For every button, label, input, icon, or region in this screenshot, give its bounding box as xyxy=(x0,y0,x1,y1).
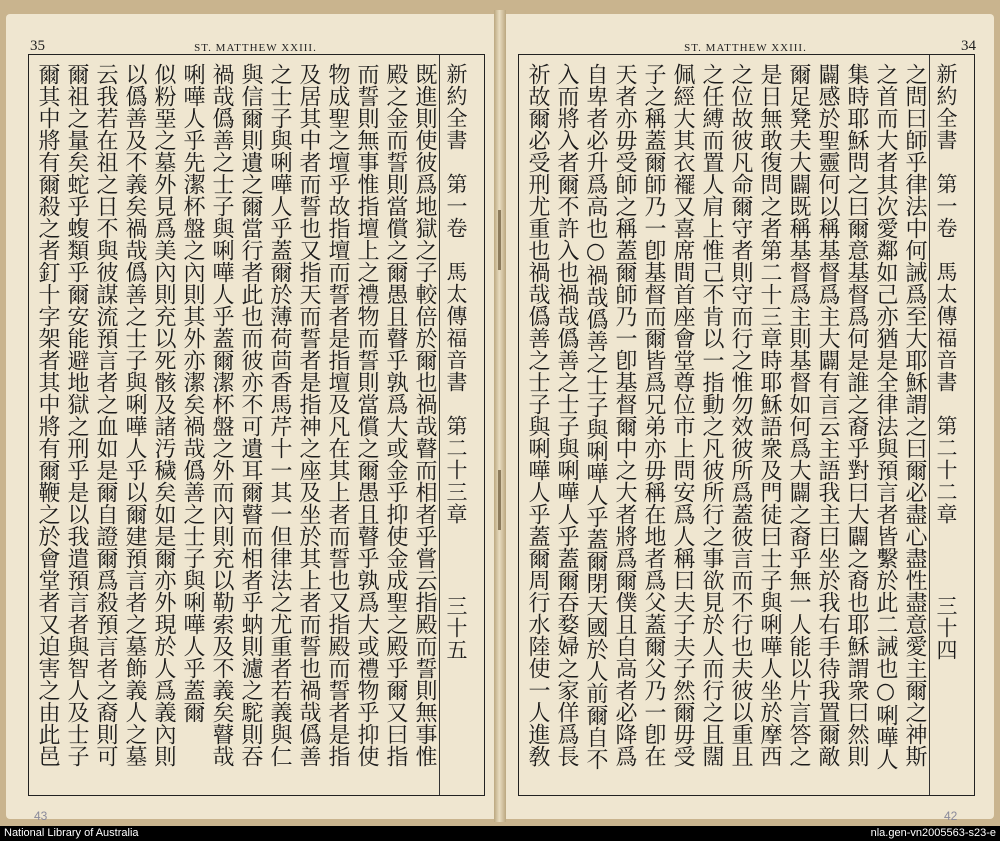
footer-source: National Library of Australia xyxy=(4,827,139,839)
text-column: 天者亦毋受師之稱蓋爾師乃一卽基督爾中之大者將爲爾僕且自高者必降爲 xyxy=(612,63,637,767)
text-column: 子之稱蓋爾師乃一卽基督而爾皆爲兄弟亦毋稱在地者爲父蓋爾父乃一卽在 xyxy=(641,63,666,767)
page-number: 35 xyxy=(30,38,45,54)
text-column: 以僞善及不義矣禍哉僞善之士子與唎嘩人乎以爾建預言者之墓飾義人之墓 xyxy=(122,63,147,767)
chinese-page-number: 三十五 xyxy=(444,595,468,661)
text-column: 而誓則無事惟指壇上之禮物而誓則當償之爾愚且瞽乎孰爲大或禮物乎抑使 xyxy=(354,63,379,767)
book-title-column xyxy=(440,63,472,788)
text-column: 佩經大其衣襬又喜席間首座會堂尊位市上問安爲人稱曰夫子夫子然爾毋受 xyxy=(670,63,695,767)
text-column: 之士子與唎嘩人乎蓋爾於薄荷茴香馬芹十一其一但律法之尤重者若義與仁 xyxy=(267,63,292,767)
text-column: 爾其中將有爾殺之者釘十字架者其中將有爾鞭之於會堂者又迫害之由此邑 xyxy=(35,63,60,767)
left-page xyxy=(6,14,496,823)
text-column: 入而將入者爾不許入也禍哉僞善之士子與唎嘩人乎蓋爾吞婺婦之家佯爲長 xyxy=(554,63,579,767)
chinese-page-number: 三十四 xyxy=(934,595,958,661)
text-column: 之問曰師乎律法中何誡爲至大耶穌謂之曰爾必盡心盡性盡意愛主爾之神斯 xyxy=(902,63,927,767)
pencil-note: 43 xyxy=(34,809,48,823)
text-column: 似粉堊之墓外見爲美內則充以死骸及諸汚穢矣如是爾亦外現於人爲義內則 xyxy=(151,63,176,767)
text-column: 殿之金而誓則當償之爾愚且瞽乎孰爲大或金乎抑使金成聖之殿乎爾又曰指 xyxy=(383,63,408,767)
binding-thread xyxy=(498,210,501,270)
right-page xyxy=(504,14,994,823)
text-frame xyxy=(28,54,485,796)
text-column: 物成聖之壇乎故指壇而誓者是指壇及凡在其上者而誓也又指殿而誓者是指 xyxy=(325,63,350,767)
text-column: 及居其中者而誓也又指天而誓者是指神之座及坐於其上者而誓也禍哉僞善 xyxy=(296,63,321,767)
text-column: 祈故爾必受刑尤重也禍哉僞善之士子與唎嘩人乎蓋爾周行水陸使一人進敎 xyxy=(525,63,550,767)
text-column: 之任縛而置人肩上惟己不肯以一指動之凡彼所行之事欲見於人而行之且闊 xyxy=(699,63,724,767)
text-frame xyxy=(518,54,975,796)
text-column: 自卑者必升爲高也○禍哉僞善之士子與唎嘩人乎蓋爾閉天國於人前爾自不 xyxy=(583,63,608,770)
text-column: 云我若在祖之日不與彼謀流預言者之血如是爾自證爾爲殺預言者之裔則可 xyxy=(93,63,118,767)
text-column: 既進則使彼爲地獄之子較倍於爾也禍哉瞽而相者乎嘗云指殿而誓則無事惟 xyxy=(412,63,437,767)
running-head: ST. MATTHEW XXIII. xyxy=(194,42,317,54)
text-column: 之位故彼凡命爾守者則守而行之惟勿效彼所爲蓋彼言而不行也夫彼以重且 xyxy=(728,63,753,767)
text-column: 之首而大者其次愛鄰如己亦猶是全律法與預言者皆繫於此二誡也○唎嘩人 xyxy=(873,63,898,770)
text-column: 唎嘩人乎先潔杯盤之內則其外亦潔矣禍哉僞善之士子與唎嘩人乎蓋爾 xyxy=(180,63,205,723)
page-number: 34 xyxy=(961,38,976,54)
text-columns xyxy=(523,63,962,788)
text-column: 禍哉僞善之士子與唎嘩人乎蓋爾潔杯盤之外而內則充以勒索及不義矣瞽哉 xyxy=(209,63,234,767)
text-column: 集時耶穌問之曰爾意基督爲何是誰之裔乎對曰大闢之裔也耶穌謂衆曰然則 xyxy=(844,63,869,767)
footer-bar xyxy=(0,826,1000,841)
running-head: ST. MATTHEW XXIII. xyxy=(684,42,807,54)
pencil-note: 42 xyxy=(944,809,958,823)
text-columns xyxy=(33,63,472,788)
book-gutter xyxy=(494,10,506,822)
book-title: 新約全書 第一卷 馬太傳福音書 第二十二章 xyxy=(934,63,958,525)
text-column: 闢感於聖靈何以稱基督爲主大闢有言云主語我主曰坐於我右手待我置爾敵 xyxy=(815,63,840,767)
text-column: 與信爾則遺之爾當行者此也而彼亦不可遺耳爾瞽而相者乎蚋則濾之駝則吞 xyxy=(238,63,263,767)
book-title: 新約全書 第一卷 馬太傳福音書 第二十三章 xyxy=(444,63,468,525)
binding-thread xyxy=(498,470,501,530)
text-column: 是日無敢復問之者第二十三章時耶穌語衆及門徒曰士子與唎嘩人坐於摩西 xyxy=(757,63,782,767)
text-column: 爾祖之量矣蛇乎蝮類乎爾安能避地獄之刑乎是以我遣預言者與智人及士子 xyxy=(64,63,89,767)
book-title-column xyxy=(930,63,962,788)
footer-id: nla.gen-vn2005563-s23-e xyxy=(870,827,996,839)
text-column: 爾足凳夫大闢既稱基督爲主則基督如何爲大闢之裔乎無一人能以片言答之 xyxy=(786,63,811,767)
